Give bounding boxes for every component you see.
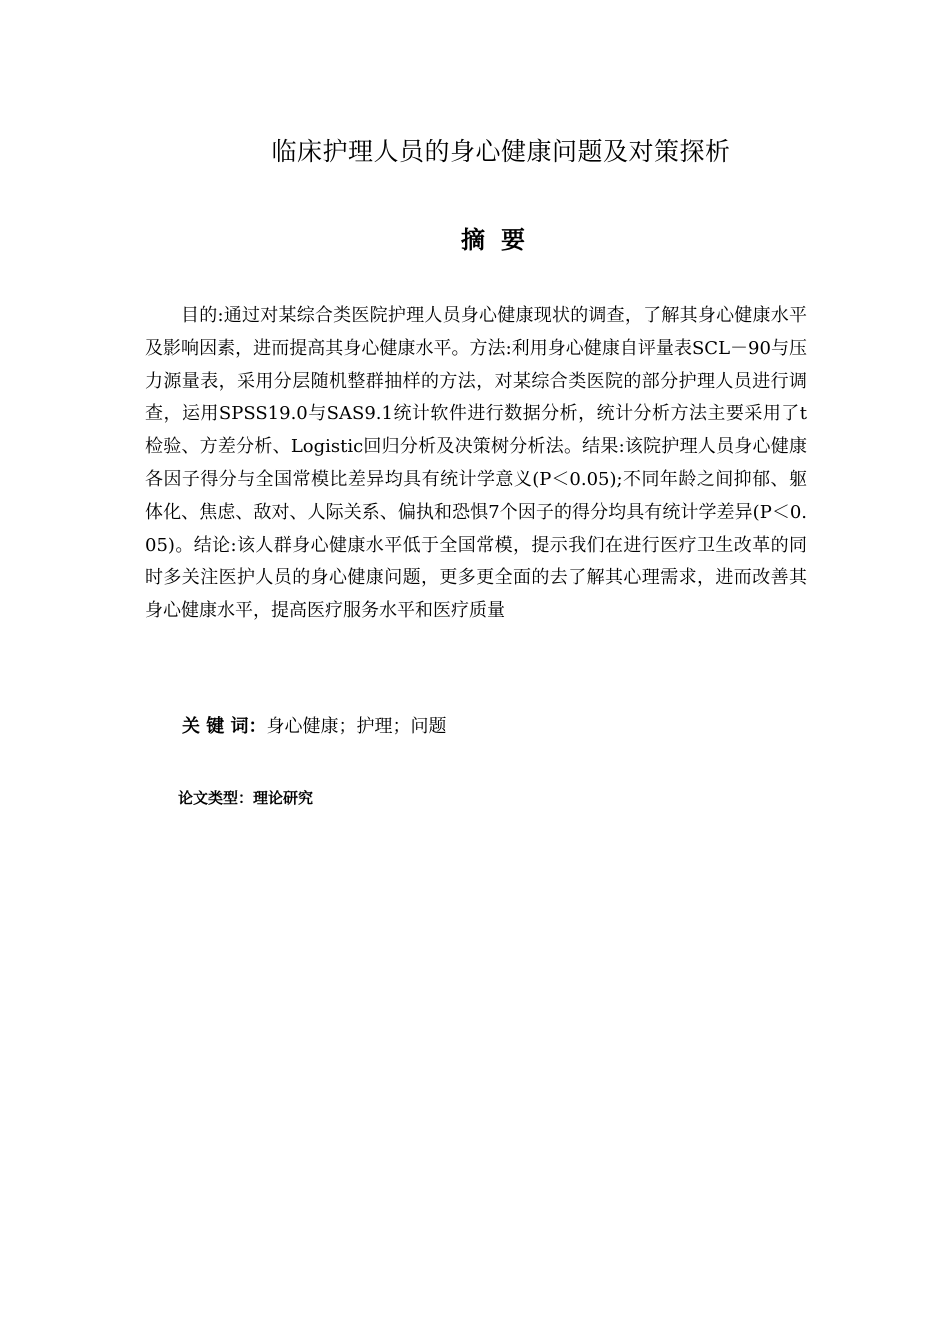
keywords-label: 关 键 词： xyxy=(182,716,267,737)
keywords-line xyxy=(182,712,447,742)
keywords-value: 身心健康；护理；问题 xyxy=(266,716,447,737)
document-title: 临床护理人员的身心健康问题及对策探析 xyxy=(271,137,731,166)
abstract-body: 目的:通过对某综合类医院护理人员身心健康现状的调查，了解其身心健康水平及影响因素，进而提高其身心健康水平。方法:利用身心健康自评量表SCL－90与压力源量表，采用分层随机整群抽样的方法，对某综合类医院的部分护理人员进行调查，运用SPSS19.0与SAS9.1统计软件进行数据分析，统计分析方法主要采用了t检验、方差分析、Logistic回归分析及决策树分析法。结果:该院护理人员身心健康各因子得分与全国常模比差异均具有统计学意义(P＜0.05);不同年龄之间抑郁、躯体化、焦虑、敌对、人际关系、偏执和恐惧7个因子的得分均具有统计学差异(P＜0.05)。结论:该人群身心健康水平低于全国常模，提示我们在进行医疗卫生改革的同时多关注医护人员的身心健康问题，更多更全面的去了解其心理需求，进而改善其身心健康水平，提高医疗服务水平和医疗质量 xyxy=(145,305,807,622)
abstract-heading: 摘要 xyxy=(461,226,541,254)
paper-type: 论文类型：理论研究 xyxy=(178,789,314,807)
